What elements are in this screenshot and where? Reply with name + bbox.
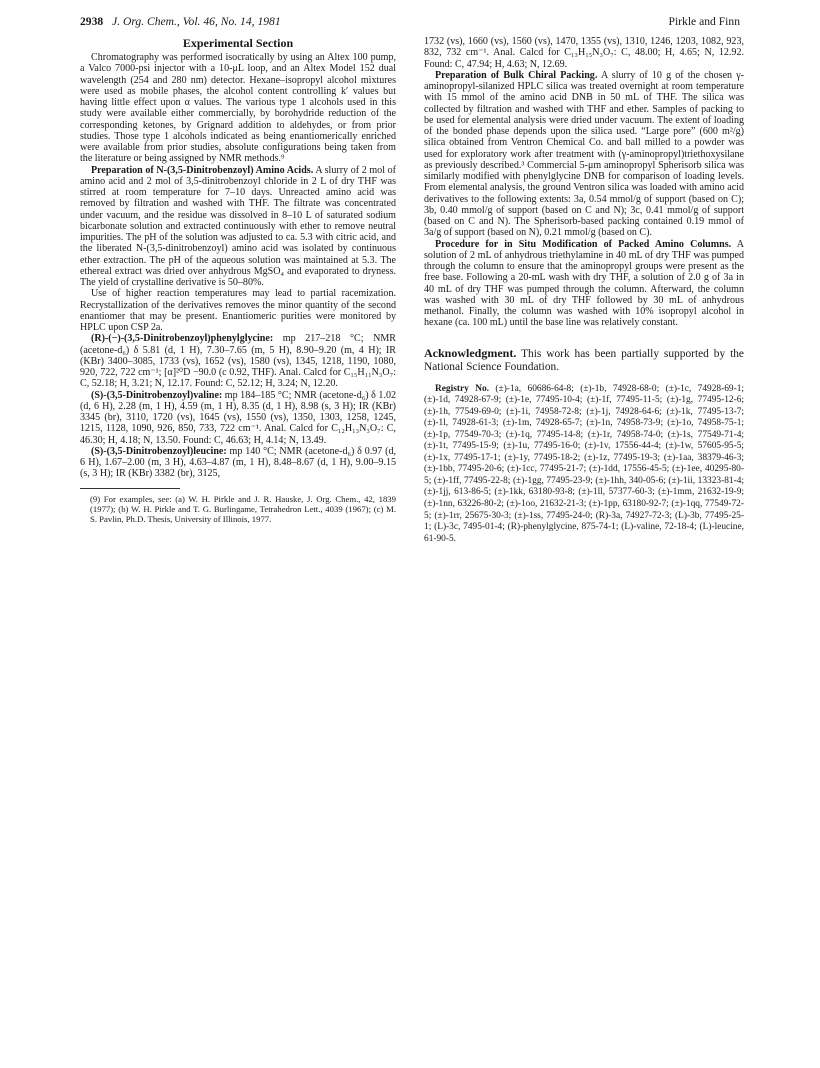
running-header [80,15,740,31]
journal-citation: J. Org. Chem., Vol. 46, No. 14, 1981 [112,15,281,28]
paragraph-preparation-amino-acids [80,165,396,289]
paragraph-text: A slurry of 10 g of the chosen γ-aminopropyl-silanized HPLC silica was treated overnight at room temperature with 15 mmol of the amino acid DNB in 50 mL of THF. The silica was collected by filtration and washed with THF and ether. Samples of packing to be used for elemental analysis were dried under vacuum. The extent of loading of the bonded phase depends upon the silica used. “Large pore” (600 m²/g) silica obtained from Ventron Chemical Co. and ball milled to a powder was used for exploratory work after treatment with (γ-aminopropyl)triethoxysilane as previously described.³ Commercial 5-μm aminopropyl Spherisorb silica was similarly modified with phenylglycine DNB for comparison of loading levels. From elemental analysis, the ground Ventron silica was loaded with amino acid derivatives to the following extents: 3a, 0.54 mmol/g of support (based on C); 3b, 0.40 mmol/g of support (based on C and N); 3c, 0.41 mmol/g of support (based on C and N). The Spherisorb-based packing contained 0.19 mmol of 3a/g of support (based on N), 0.21 mmol/g (based on C). [424,69,744,239]
right-column [424,36,744,545]
registry-heading: Registry No. [435,383,490,394]
paragraph-text: Use of higher reaction temperatures may lead to partial racemization. Recrystallization of the derivatives removes the minor quantity of the second enantiomer that may be present. Enantiomeric purities were monitored by HPLC upon CSP 2a. [80,288,396,333]
run-in-heading: Procedure for in Situ Modification of Packed Amino Columns. [435,238,732,250]
paragraph-leucine-continued [424,36,744,70]
acknowledgment-text: This work has been partially supported by the National Science Foundation. [424,347,744,373]
compound-heading: (S)-(3,5-Dinitrobenzoyl)leucine: [91,445,227,457]
paragraph-text: A slurry of 2 mol of amino acid and 2 mol of 3,5-dinitrobenzoyl chloride in 2 L of dry THF was stirred at room temperature for 7–10 days. Unreacted amino acid was removed by filtration and washed with THF. The filtrate was concentrated under vacuum, and the residue was dissolved in 8–10 L of saturated sodium bicarbonate solution and extracted continuously with ether to remove neutral impurities. The pH of the solution was adjusted to ca. 5.3 with citric acid, and the liberated N-(3,5-dinitrobenzoyl) amino acid was isolated by continuous ether extraction. The pH of the aqueous solution was maintained at 5.3. The ethereal extract was dried over anhydrous MgSO₄ and evaporated to dryness. The yield of crystalline derivative is 50–80%. [80,164,396,288]
section-title: Experimental Section [182,36,294,50]
acknowledgment-heading: Acknowledgment. [424,345,517,360]
paragraph-racemization [80,288,396,333]
run-in-heading: Preparation of Bulk Chiral Packing. [435,69,598,81]
run-in-heading: Preparation of N-(3,5-Dinitrobenzoyl) Amino Acids. [91,164,314,176]
registry-numbers [424,384,744,546]
compound-heading: (S)-(3,5-Dinitrobenzoyl)valine: [91,389,223,401]
footnote-rule [80,488,180,489]
paragraph-text: A solution of 2 mL of anhydrous triethylamine in 40 mL of dry THF was pumped through the column to ensure that the aminopropyl groups were present as the free base. Following a 20-mL wash with dry THF, a solution of 2.0 g of 3a in 40 mL of dry THF was pumped through the column. Afterward, the column was washed with 30 mL of dry THF followed by 30 mL of anhydrous methanol. Finally, the column was washed with 10% isopropyl alcohol in hexane (ca. 100 mL) until the base line was relatively constant. [424,238,744,329]
paragraph-chromatography [80,52,396,165]
paragraph-in-situ-modification [424,239,744,329]
registry-text: (±)-1a, 60686-64-8; (±)-1b, 74928-68-0; (±)-1c, 74928-69-1; (±)-1d, 74928-67-9; (±)-1e, 77495-10-4; (±)-1f, 77495-11-5; (±)-1g, 77495-12-6; (±)-1h, 77549-69-0; (±)-1i, 74958-72-8; (±)-1j, 74928-64-6; (±)-1k, 77495-13-7; (±)-1l, 74928-61-3; (±)-1m, 74928-65-7; (±)-1n, 74958-73-9; (±)-1o, 74958-75-1; (±)-1p, 77549-70-3; (±)-1q, 77495-14-8; (±)-1r, 74958-74-0; (±)-1s, 77549-71-4; (±)-1t, 77495-15-9; (±)-1u, 77495-16-0; (±)-1v, 17556-44-4; (±)-1w, 57605-95-5; (±)-1x, 77495-17-1; (±)-1y, 77495-18-2; (±)-1z, 77495-19-3; (±)-1aa, 38379-46-3; (±)-1bb, 77495-20-6; (±)-1cc, 77495-21-7; (±)-1dd, 17556-45-5; (±)-1ee, 40295-80-5; (±)-1ff, 77495-22-8; (±)-1gg, 77495-23-9; (±)-1hh, 340-05-6; (±)-1ii, 13323-81-4; (±)-1jj, 613-86-5; (±)-1kk, 63180-93-8; (±)-1ll, 57377-60-3; (±)-1mm, 21632-19-9; (±)-1nn, 63226-80-2; (±)-1oo, 21632-21-3; (±)-1pp, 63180-92-7; (±)-1qq, 77549-72-5; (±)-1rr, 25675-30-3; (±)-1ss, 77495-24-0; (R)-3a, 74927-72-3; (L)-3b, 77495-25-1; (L)-3c, 7495-01-4; (R)-phenylglycine, 875-74-1; (L)-valine, 72-18-4; (L)-leucine, 61-90-5. [424,383,745,544]
page-number: 2938 [80,15,104,28]
paragraph-valine [80,390,396,446]
footnote: (9) For examples, see: (a) W. H. Pirkle and J. R. Hauske, J. Org. Chem., 42, 1839 (1977); (b) W. H. Pirkle and T. G. Burlingame, Tetrahedron Lett., 4039 (1967); (c) M. S. Pavlin, Ph.D. Thesis, University of Illinois, 1977. [90,493,396,525]
acknowledgment [424,347,744,374]
paragraph-bulk-chiral-packing [424,70,744,239]
compound-heading: (R)-(−)-(3,5-Dinitrobenzoyl)phenylglycine: [91,333,274,345]
paragraph-text: mp 184–185 °C; NMR (acetone-d₆) δ 1.02 (d, 6 H), 2.28 (m, 1 H), 4.59 (m, 1 H), 8.35 (d, 1 H), 8.98 (s, 3 H); IR (KBr) 3345 (br), 3110, 1720 (vs), 1645 (vs), 1550 (vs), 1350, 1303, 1258, 1245, 1215, 1128, 1090, 926, 850, 733, 722 cm⁻¹. Anal. Calcd for C₁₂H₁₃N₃O₇: C, 46.30; H, 4.18; N, 13.50. Found: C, 46.63; H, 4.14; N, 13.49. [80,389,396,446]
paragraph-leucine [80,446,396,480]
running-authors: Pirkle and Finn [668,15,740,28]
paragraph-phenylglycine [80,333,396,389]
left-column [80,36,396,524]
paragraph-text: mp 217–218 °C; NMR (acetone-d₆) δ 5.81 (d, 1 H), 7.30–7.65 (m, 5 H), 8.90–9.20 (m, 4 H); IR (KBr) 3400–3085, 1733 (vs), 1652 (vs), 1580 (vs), 1345, 1218, 1190, 1080, 920, 722, 722 cm⁻¹; [α]²⁰D −90.0 (c 0.92, THF). Anal. Calcd for C₁₅H₁₁N₃O₇: C, 52.18; H, 3.21; N, 12.17. Found: C, 52.12; H, 3.24; N, 12.20. [80,333,396,390]
paragraph-text: 1732 (vs), 1660 (vs), 1560 (vs), 1470, 1355 (vs), 1310, 1246, 1203, 1082, 923, 832, 732 cm⁻¹. Anal. Calcd for C₁₃H₁₅N₃O₇: C, 48.00; H, 4.65; N, 12.92. Found: C, 47.94; H, 4.63; N, 12.69. [424,36,744,70]
paragraph-text: mp 140 °C; NMR (acetone-d₆) δ 0.97 (d, 6 H), 1.67–2.00 (m, 3 H), 4.63–4.87 (m, 1 H), 8.48–8.67 (d, 1 H), 9.00–9.15 (s, 3 H); IR (KBr) 3382 (br), 3125, [80,445,397,480]
paragraph-text: Chromatography was performed isocratically by using an Altex 100 pump, a Valco 7000-psi injector with a 10-μL loop, and an Altex Model 152 dual wavelength (254 and 280 nm) detector. Hexane–isopropyl alcohol mixtures were used as mobile phases, the alcohol content controlling k′ values but having little effect upon α values. The various type 1 alcohols used in this study were available either commercially, by borohydride reduction of the corresponding ketones, by Grignard addition to aldehydes, or from prior studies. Those type 1 alcohols indicated as being enantiomerically enriched were available from prior studies, absolute configurations being taken from the literature or being assigned by NMR methods.⁹ [80,52,396,165]
